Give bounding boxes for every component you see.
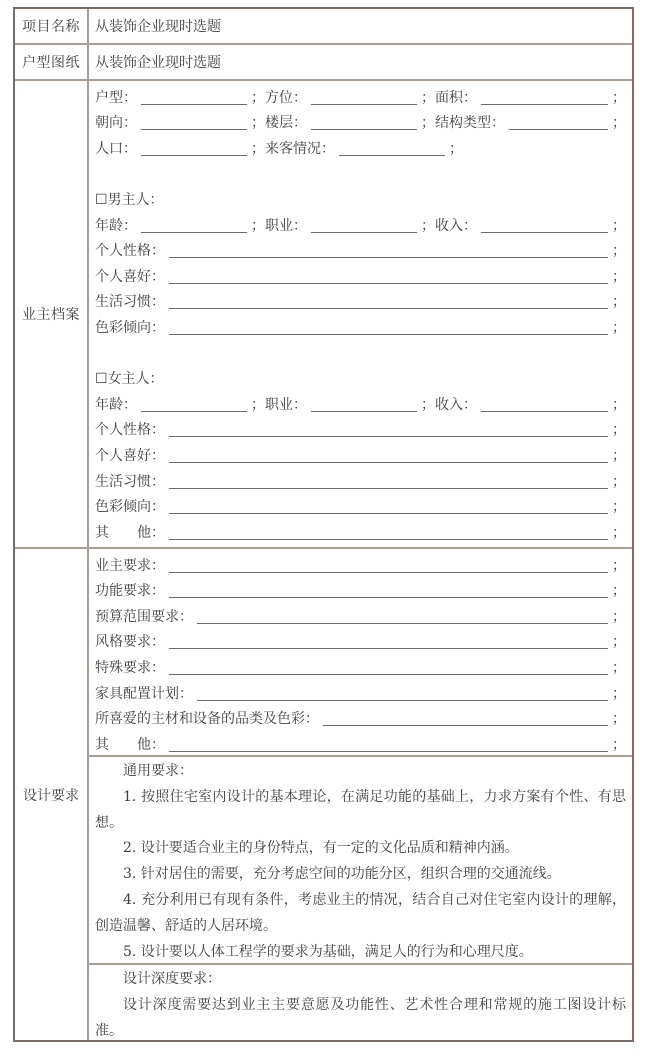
field-label: 生活习惯： [95,473,165,490]
house-info-line [95,133,626,159]
semicolon: ； [421,396,435,413]
req-field-line [95,550,626,576]
semicolon: ； [612,608,626,625]
floor-plan-label: 户型图纸 [15,45,89,79]
semicolon: ； [449,140,463,157]
female-income-input[interactable] [481,397,608,412]
semicolon: ； [421,89,435,106]
materials-colors-input[interactable] [323,711,608,726]
semicolon: ； [612,294,626,311]
field-label: 所喜爱的主材和设备的品类及色彩： [95,711,319,728]
semicolon: ； [421,217,435,234]
male-color-pref-input[interactable] [169,320,608,335]
semicolon: ； [251,89,265,106]
male-owner-title: 男主人： [107,191,164,208]
budget-input[interactable] [197,609,608,624]
field-label: 生活习惯： [95,294,165,311]
field-label: 他： [137,736,165,753]
other-field-line [95,517,626,543]
female-occupation-input[interactable] [311,397,417,412]
male-occupation-input[interactable] [311,218,417,233]
semicolon: ； [612,422,626,439]
field-label: 人口： [95,140,137,157]
row-owner-profile [15,81,632,549]
structure-type-input[interactable] [509,115,608,130]
male-age-input[interactable] [141,218,247,233]
project-name-label: 项目名称 [15,9,89,43]
profile-other-input[interactable] [169,525,608,540]
house-info-line [95,108,626,134]
owner-profile-content [89,82,632,543]
design-depth-title: 设计深度要求： [123,971,221,987]
guests-input[interactable] [339,141,445,156]
female-age-input[interactable] [141,397,247,412]
female-field-line [95,492,626,518]
semicolon: ； [612,89,626,106]
req-field-line [95,704,626,730]
field-label: 户型： [95,89,137,106]
row-design-requirements [15,549,632,1040]
field-label: 方位： [265,89,307,106]
female-field-line [95,415,626,441]
female-owner-heading [95,364,626,390]
general-requirement-item: 3. 针对居住的需要，充分考虑空间的功能分区，组织合理的交通流线。 [123,866,561,883]
req-field-line [95,576,626,602]
field-label: 来客情况： [265,140,335,157]
field-label: 他： [137,524,165,541]
field-label: 年龄： [95,396,137,413]
field-label: 特殊要求： [95,659,165,676]
semicolon: ； [612,396,626,413]
general-requirements-block [89,757,632,965]
design-requirements-label: 设计要求 [15,549,89,1040]
semicolon: ； [421,115,435,132]
field-label: 职业： [265,217,307,234]
requirement-other-input[interactable] [169,737,608,752]
semicolon: ； [612,736,626,753]
male-field-line [95,261,626,287]
field-label: 色彩倾向： [95,499,165,516]
field-label: 功能要求： [95,583,165,600]
special-requirement-input[interactable] [169,660,608,675]
req-field-line [95,601,626,627]
req-field-line [95,678,626,704]
general-requirement-item: 2. 设计要适合业主的身份特点，有一定的文化品质和精神内涵。 [123,840,519,857]
general-requirement-item: 4. 充分利用已有现有条件，考虑业主的情况，结合自己对住宅室内设计的理解，创造温馨、舒适的人居环境。 [95,891,626,934]
project-name-value: 从装饰企业现时选题 [95,19,221,35]
function-requirement-input[interactable] [169,583,608,598]
general-requirements-title: 通用要求： [123,763,193,779]
field-label: 个人性格： [95,243,165,260]
field-label: 个人喜好： [95,447,165,464]
field-label: 色彩倾向： [95,319,165,336]
row-floor-plan [15,45,632,81]
female-habits-input[interactable] [169,474,608,489]
facing-input[interactable] [141,115,247,130]
semicolon: ； [612,268,626,285]
semicolon: ； [612,499,626,516]
req-field-line [95,627,626,653]
semicolon: ； [612,243,626,260]
semicolon: ； [612,217,626,234]
field-label: 面积： [435,89,477,106]
semicolon: ； [612,711,626,728]
male-income-input[interactable] [481,218,608,233]
field-label: 风格要求： [95,634,165,651]
male-field-line [95,287,626,313]
male-field-line [95,312,626,338]
field-label: 结构类型： [435,115,505,132]
semicolon: ； [251,115,265,132]
floor-input[interactable] [311,115,417,130]
semicolon: ； [612,115,626,132]
semicolon: ； [612,473,626,490]
row-project-name [15,9,632,45]
male-basic-line [95,210,626,236]
field-label: 其 [95,524,109,541]
field-label: 职业： [265,396,307,413]
male-owner-checkbox[interactable]: ☐ [95,191,108,208]
female-personality-input[interactable] [169,422,608,437]
female-basic-line [95,389,626,415]
owner-requirement-input[interactable] [169,558,608,573]
male-field-line [95,236,626,262]
semicolon: ； [612,319,626,336]
style-requirement-input[interactable] [169,634,608,649]
female-field-line [95,466,626,492]
female-owner-checkbox[interactable]: ☐ [95,371,108,388]
population-input[interactable] [141,141,247,156]
owner-profile-label: 业主档案 [15,81,89,547]
semicolon: ； [251,217,265,234]
field-label: 楼层： [265,115,307,132]
general-requirement-item: 5. 设计要以人体工程学的要求为基础，满足人的行为和心理尺度。 [123,943,533,960]
male-owner-heading [95,184,626,210]
field-label: 个人性格： [95,422,165,439]
design-fields-block [89,549,632,757]
orientation-input[interactable] [311,90,417,105]
semicolon: ； [612,557,626,574]
male-habits-input[interactable] [169,294,608,309]
field-label: 个人喜好： [95,268,165,285]
furniture-plan-input[interactable] [197,686,608,701]
female-color-pref-input[interactable] [169,499,608,514]
field-label: 其 [95,736,109,753]
male-personality-input[interactable] [169,243,608,258]
field-label: 业主要求： [95,557,165,574]
semicolon: ； [612,583,626,600]
semicolon: ； [612,634,626,651]
female-hobbies-input[interactable] [169,448,608,463]
field-label: 预算范围要求： [95,608,193,625]
area-input[interactable] [481,90,608,105]
layout-type-input[interactable] [141,90,247,105]
design-depth-block [89,965,632,1040]
female-owner-title: 女主人： [107,371,164,388]
field-label: 朝向： [95,115,137,132]
semicolon: ； [612,447,626,464]
general-requirement-item: 1. 按照住宅室内设计的基本理论，在满足功能的基础上，力求方案有个性、有思想。 [95,788,626,831]
field-label: 家具配置计划： [95,685,193,702]
male-hobbies-input[interactable] [169,269,608,284]
semicolon: ； [612,685,626,702]
floor-plan-value: 从装饰企业现时选题 [95,55,221,71]
field-label: 收入： [435,396,477,413]
semicolon: ； [251,396,265,413]
semicolon: ； [251,140,265,157]
req-field-line [95,652,626,678]
design-depth-text: 设计深度需要达到业主主要意愿及功能性、艺术性合理和常规的施工图设计标准。 [95,996,626,1039]
req-field-line [95,729,626,755]
semicolon: ； [612,524,626,541]
semicolon: ； [612,659,626,676]
owner-design-form-table [13,7,634,1042]
field-label: 收入： [435,217,477,234]
house-info-line [95,82,626,108]
field-label: 年龄： [95,217,137,234]
female-field-line [95,440,626,466]
